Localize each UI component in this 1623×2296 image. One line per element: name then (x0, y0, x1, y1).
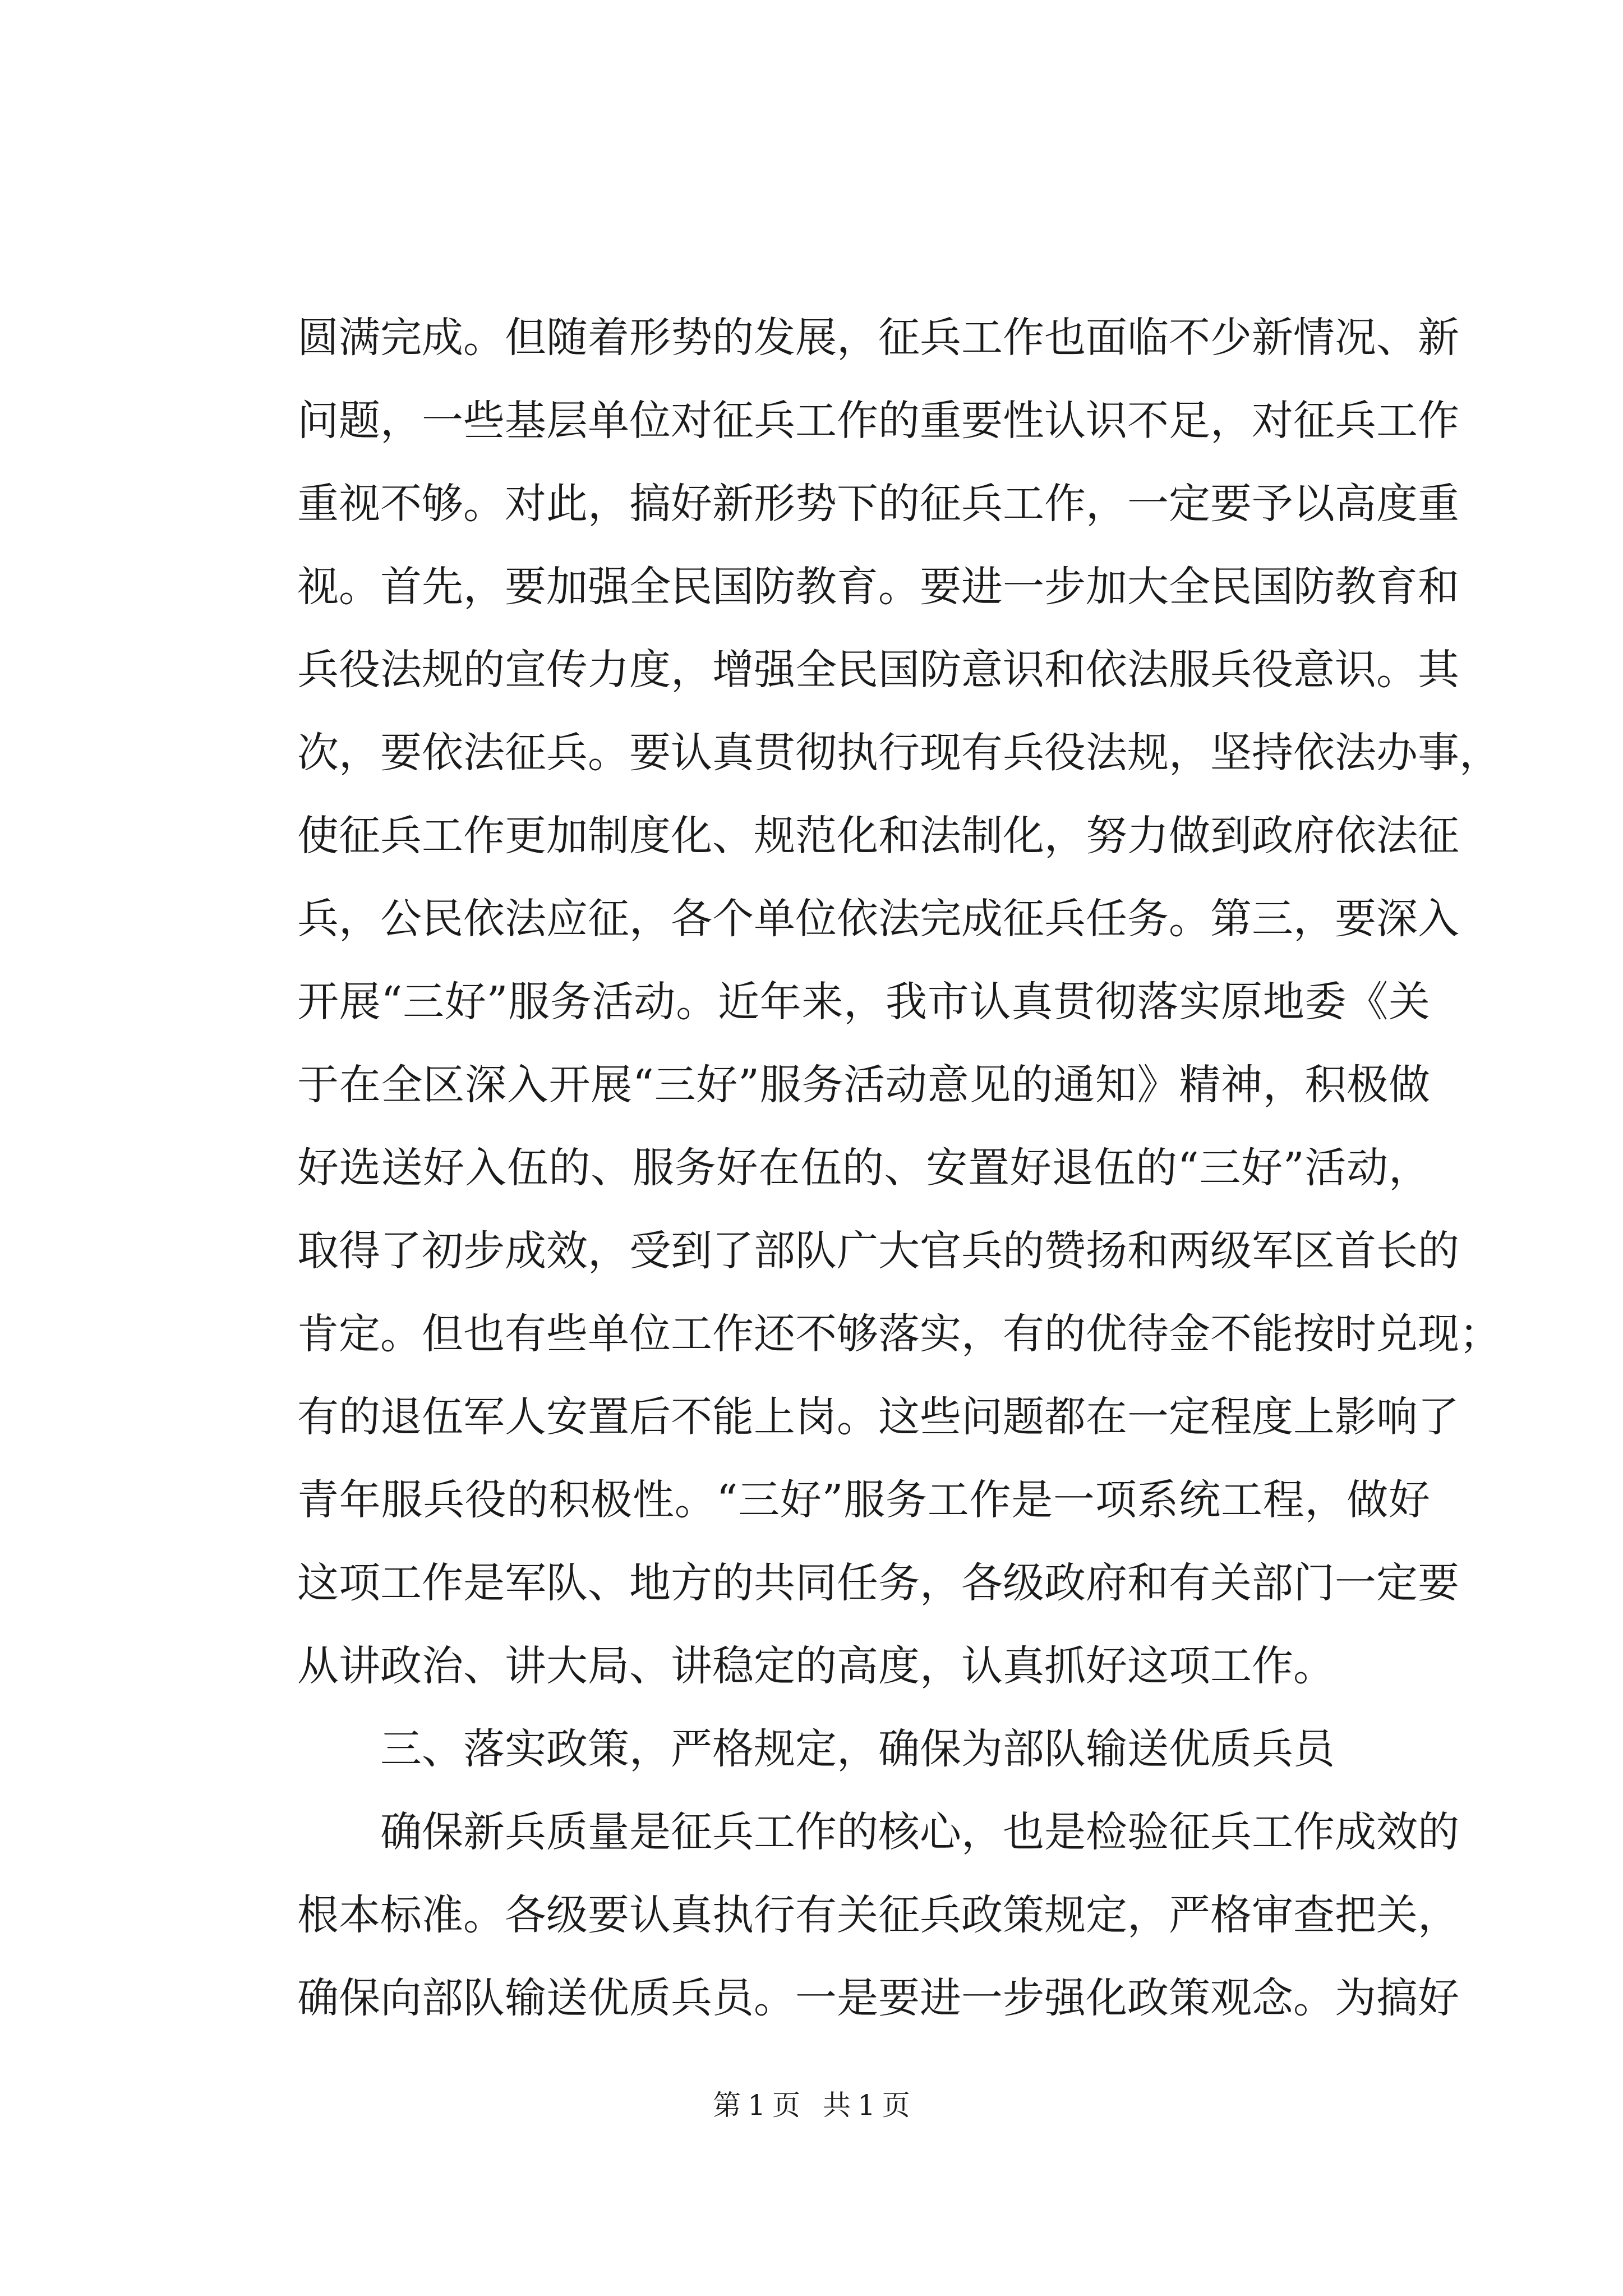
body-line: 重视不够。对此，搞好新形势下的征兵工作，一定要予以高度重 (297, 480, 1459, 528)
body-line: 肯定。但也有些单位工作还不够落实，有的优待金不能按时兑现； (297, 1310, 1501, 1358)
body-line: 兵，公民依法应征，各个单位依法完成征兵任务。第三，要深入 (297, 895, 1459, 943)
body-line: 使征兵工作更加制度化、规范化和法制化，努力做到政府依法征 (297, 812, 1459, 860)
total-pages-indicator (819, 2089, 914, 2122)
total-label-suffix: 页 (882, 2089, 910, 2122)
body-line: 这项工作是军队、地方的共同任务，各级政府和有关部门一定要 (297, 1559, 1459, 1607)
page-indicator (709, 2089, 804, 2122)
body-line: 开展“三好”服务活动。近年来，我市认真贯彻落实原地委《关 (297, 978, 1430, 1026)
page-footer (0, 2086, 1623, 2125)
body-line: 次，要依法征兵。要认真贯彻执行现有兵役法规，坚持依法办事， (297, 729, 1501, 777)
paragraph-line: 确保向部队输送优质兵员。一是要进一步强化政策观念。为搞好 (297, 1974, 1459, 2022)
body-line: 问题，一些基层单位对征兵工作的重要性认识不足，对征兵工作 (297, 397, 1459, 445)
body-line: 好选送好入伍的、服务好在伍的、安置好退伍的“三好”活动， (297, 1144, 1430, 1192)
total-label-prefix: 共 (822, 2089, 851, 2122)
page-number: 1 (748, 2089, 766, 2122)
body-line: 青年服兵役的积极性。“三好”服务工作是一项系统工程，做好 (297, 1476, 1430, 1524)
document-body (297, 296, 1501, 2040)
body-line: 视。首先，要加强全民国防教育。要进一步加大全民国防教育和 (297, 563, 1459, 611)
body-line: 取得了初步成效，受到了部队广大官兵的赞扬和两级军区首长的 (297, 1227, 1459, 1275)
page-label-prefix: 第 (713, 2089, 741, 2122)
body-line: 兵役法规的宣传力度，增强全民国防意识和依法服兵役意识。其 (297, 646, 1459, 694)
body-line: 于在全区深入开展“三好”服务活动意见的通知》精神，积极做 (297, 1061, 1430, 1109)
paragraph-line: 确保新兵质量是征兵工作的核心，也是检验征兵工作成效的 (380, 1808, 1459, 1856)
paragraph-line: 根本标准。各级要认真执行有关征兵政策规定，严格审查把关， (297, 1891, 1459, 1939)
page-label-suffix: 页 (772, 2089, 801, 2122)
body-line: 从讲政治、讲大局、讲稳定的高度，认真抓好这项工作。 (297, 1642, 1335, 1690)
total-pages: 1 (857, 2089, 875, 2122)
body-line: 圆满完成。但随着形势的发展，征兵工作也面临不少新情况、新 (297, 314, 1459, 362)
body-line: 有的退伍军人安置后不能上岗。这些问题都在一定程度上影响了 (297, 1393, 1459, 1441)
section-heading: 三、落实政策，严格规定，确保为部队输送优质兵员 (380, 1725, 1335, 1773)
